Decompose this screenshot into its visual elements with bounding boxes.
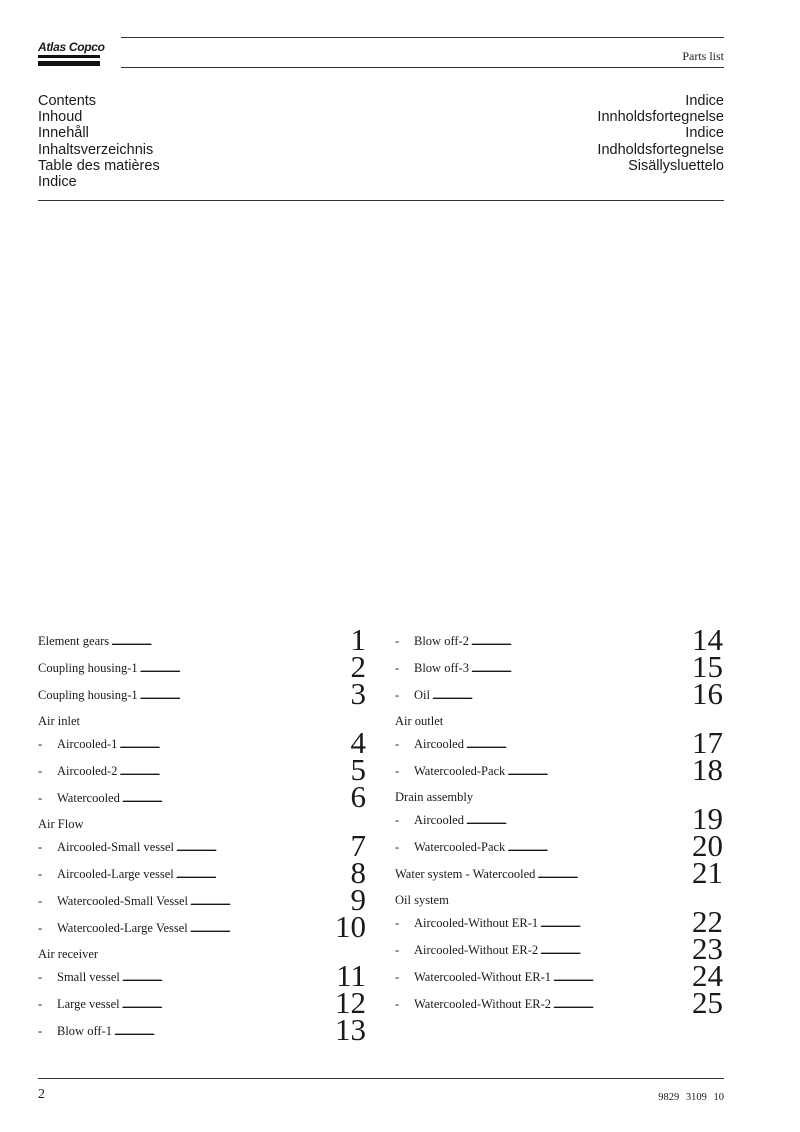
toc-entry-page-number: 21 xyxy=(692,855,723,890)
toc-entry[interactable] xyxy=(38,958,366,993)
toc-entry[interactable] xyxy=(395,985,723,1020)
toc-entry-bullet: - xyxy=(38,737,43,751)
contents-title: Innehåll xyxy=(38,125,89,142)
toc-entry-bullet: - xyxy=(395,634,400,648)
toc-entry-page-number: 16 xyxy=(692,676,723,711)
toc-group xyxy=(38,622,366,711)
toc-entry-page-number: 11 xyxy=(336,958,366,993)
toc-section-heading: Oil system xyxy=(395,893,449,907)
toc-entry[interactable] xyxy=(38,676,366,711)
contents-title: Contents xyxy=(38,93,97,109)
toc-entry-label: Small vessel xyxy=(57,970,120,984)
toc-entry-bullet: - xyxy=(38,867,43,881)
toc-section-heading: Air inlet xyxy=(38,714,81,728)
toc-entry[interactable] xyxy=(395,752,723,787)
toc-entry-bullet: - xyxy=(38,1024,43,1038)
toc-entry-page-number: 2 xyxy=(350,649,366,684)
toc-entry-page-number: 14 xyxy=(692,622,723,657)
toc-entry[interactable] xyxy=(395,904,723,939)
toc-entry-label: Blow off-1 xyxy=(57,1024,112,1038)
doc-type-label: Parts list xyxy=(682,49,724,63)
toc-entry-page-number: 24 xyxy=(692,958,723,993)
toc-entry-page-number: 6 xyxy=(350,779,366,814)
toc-entry-page-number: 8 xyxy=(350,855,366,890)
toc-entry[interactable] xyxy=(38,882,366,917)
toc-dot-leader xyxy=(190,921,333,940)
footer-rule xyxy=(38,1078,724,1079)
contents-titles-left xyxy=(38,93,160,190)
toc-entry[interactable] xyxy=(395,801,723,836)
contents-title: Indice xyxy=(38,174,77,191)
atlas-copco-logo xyxy=(38,40,105,68)
toc-dot-leader xyxy=(119,764,348,783)
toc-entry-label: Watercooled xyxy=(57,791,120,805)
toc-entry[interactable] xyxy=(38,752,366,787)
toc-entry[interactable] xyxy=(38,985,366,1020)
toc-section-heading: Drain assembly xyxy=(395,790,474,804)
toc-dot-leader xyxy=(537,867,690,886)
page-number: 2 xyxy=(38,1087,45,1102)
toc-entry-page-number: 10 xyxy=(335,909,366,944)
contents-title: Indice xyxy=(685,125,724,142)
toc-entry-page-number: 9 xyxy=(350,882,366,917)
toc-dot-leader xyxy=(540,943,690,962)
toc-entry-page-number: 15 xyxy=(692,649,723,684)
toc-column-left xyxy=(38,622,366,1047)
toc-entry-page-number: 20 xyxy=(692,828,723,863)
contents-title: Inhaltsverzeichnis xyxy=(38,141,154,158)
toc-dot-leader xyxy=(176,840,349,859)
toc-dot-leader xyxy=(466,813,690,832)
toc-group xyxy=(395,892,723,1020)
toc-entry-label: Watercooled-Large Vessel xyxy=(57,921,188,935)
toc-section-heading: Air outlet xyxy=(395,714,444,728)
toc-entry-label: Aircooled-Without ER-1 xyxy=(414,916,539,930)
toc-dot-leader xyxy=(471,661,690,680)
toc-entry-label: Watercooled-Without ER-2 xyxy=(414,997,551,1011)
toc-entry-page-number: 12 xyxy=(335,985,366,1020)
contents-title: Indice xyxy=(685,93,724,109)
contents-titles-right xyxy=(597,93,724,174)
contents-title: Inhoud xyxy=(38,109,83,126)
toc-dot-leader xyxy=(507,840,690,859)
toc-entry-page-number: 4 xyxy=(350,725,366,760)
toc-entry[interactable] xyxy=(395,828,723,863)
toc-dot-leader xyxy=(111,634,348,653)
toc-entry[interactable] xyxy=(395,676,723,711)
toc-entry[interactable] xyxy=(395,958,723,993)
toc-entry-bullet: - xyxy=(38,764,43,778)
toc-entry-label: Coupling housing-1 xyxy=(38,661,138,675)
toc-dot-leader xyxy=(122,970,334,989)
toc-section-heading: Air Flow xyxy=(38,817,84,831)
toc-dot-leader xyxy=(466,737,690,756)
toc-entry[interactable] xyxy=(38,779,366,814)
toc-entry-label: Aircooled xyxy=(414,813,464,827)
toc-dot-leader xyxy=(432,688,690,707)
header-bottom-rule xyxy=(121,67,724,68)
toc-group xyxy=(38,946,366,1047)
toc-entry-label: Aircooled-1 xyxy=(57,737,118,751)
contents-title: Innholdsfortegnelse xyxy=(597,109,724,126)
toc-entry-bullet: - xyxy=(395,813,400,827)
toc-entry-label: Blow off-2 xyxy=(414,634,469,648)
toc-entry-page-number: 18 xyxy=(692,752,723,787)
toc-entry[interactable] xyxy=(395,725,723,760)
toc-entry-page-number: 22 xyxy=(692,904,723,939)
toc-entry-bullet: - xyxy=(395,943,400,957)
contents-divider xyxy=(38,200,724,201)
toc-entry-label: Aircooled-Without ER-2 xyxy=(414,943,539,957)
toc-group xyxy=(395,789,723,890)
toc-dot-leader xyxy=(553,997,690,1016)
toc-dot-leader xyxy=(122,997,333,1016)
toc-entry-page-number: 13 xyxy=(335,1012,366,1047)
toc-entry[interactable] xyxy=(38,1012,366,1047)
toc-entry-page-number: 5 xyxy=(350,752,366,787)
toc-entry-page-number: 19 xyxy=(692,801,723,836)
toc-dot-leader xyxy=(540,916,690,935)
toc-entry-page-number: 1 xyxy=(350,622,366,657)
toc-entry-label: Oil xyxy=(414,688,430,702)
toc-dot-leader xyxy=(140,661,349,680)
toc-entry[interactable] xyxy=(395,855,723,890)
toc-entry-label: Blow off-3 xyxy=(414,661,469,675)
toc-entry-bullet: - xyxy=(38,894,43,908)
logo-rule-top xyxy=(38,55,100,58)
toc-entry[interactable] xyxy=(38,649,366,684)
contents-title: Indholdsfortegnelse xyxy=(597,141,724,158)
toc-group xyxy=(38,816,366,944)
toc-entry-bullet: - xyxy=(395,916,400,930)
header-top-rule xyxy=(121,37,724,38)
toc-entry-page-number: 25 xyxy=(692,985,723,1020)
toc-entry-page-number: 23 xyxy=(692,931,723,966)
toc-entry-page-number: 7 xyxy=(350,828,366,863)
toc-entry-bullet: - xyxy=(395,688,400,702)
contents-title: Sisällysluettelo xyxy=(628,157,724,174)
toc-dot-leader xyxy=(553,970,690,989)
toc-entry-label: Watercooled-Without ER-1 xyxy=(414,970,551,984)
toc-entry-bullet: - xyxy=(395,764,400,778)
toc-entry-bullet: - xyxy=(38,840,43,854)
toc-dot-leader xyxy=(122,791,349,810)
toc-dot-leader xyxy=(176,867,349,886)
toc-entry[interactable] xyxy=(38,855,366,890)
toc-entry-page-number: 17 xyxy=(692,725,723,760)
toc-column-right xyxy=(395,622,723,1020)
document-number: 9829 3109 10 xyxy=(658,1092,724,1103)
toc-dot-leader xyxy=(119,737,348,756)
toc-entry-bullet: - xyxy=(38,921,43,935)
toc-dot-leader xyxy=(507,764,690,783)
toc-entry[interactable] xyxy=(38,828,366,863)
toc-section-heading: Air receiver xyxy=(38,947,99,961)
toc-group xyxy=(38,713,366,814)
toc-entry-label: Aircooled-Small vessel xyxy=(57,840,174,854)
toc-entry-label: Aircooled-Large vessel xyxy=(57,867,174,881)
toc-entry-label: Watercooled-Pack xyxy=(414,840,506,854)
toc-entry-bullet: - xyxy=(38,997,43,1011)
toc-entry-page-number: 3 xyxy=(350,676,366,711)
toc-entry-bullet: - xyxy=(38,970,43,984)
toc-entry[interactable] xyxy=(395,649,723,684)
toc-entry-label: Aircooled-2 xyxy=(57,764,118,778)
toc-dot-leader xyxy=(190,894,348,913)
toc-dot-leader xyxy=(140,688,349,707)
toc-entry-bullet: - xyxy=(38,791,43,805)
toc-entry-bullet: - xyxy=(395,970,400,984)
toc-entry[interactable] xyxy=(395,931,723,966)
toc-entry[interactable] xyxy=(395,622,723,657)
logo-rule-bottom xyxy=(38,61,100,66)
toc-entry-label: Coupling housing-1 xyxy=(38,688,138,702)
toc-entry-label: Water system - Watercooled xyxy=(395,867,536,881)
toc-entry-label: Aircooled xyxy=(414,737,464,751)
toc-entry-bullet: - xyxy=(395,661,400,675)
toc-entry-bullet: - xyxy=(395,737,400,751)
toc-entry-label: Large vessel xyxy=(57,997,120,1011)
toc-entry-bullet: - xyxy=(395,997,400,1011)
toc-entry-bullet: - xyxy=(395,840,400,854)
contents-title: Table des matières xyxy=(38,157,160,174)
toc-entry[interactable] xyxy=(38,909,366,944)
toc-dot-leader xyxy=(471,634,690,653)
toc-entry[interactable] xyxy=(38,622,366,657)
toc-group xyxy=(395,713,723,787)
toc-group xyxy=(395,622,723,711)
toc-entry-label: Watercooled-Small Vessel xyxy=(57,894,189,908)
toc-entry[interactable] xyxy=(38,725,366,760)
toc-entry-label: Watercooled-Pack xyxy=(414,764,506,778)
logo-text: Atlas Copco xyxy=(38,40,105,54)
toc-entry-label: Element gears xyxy=(38,634,110,648)
toc-dot-leader xyxy=(114,1024,333,1043)
